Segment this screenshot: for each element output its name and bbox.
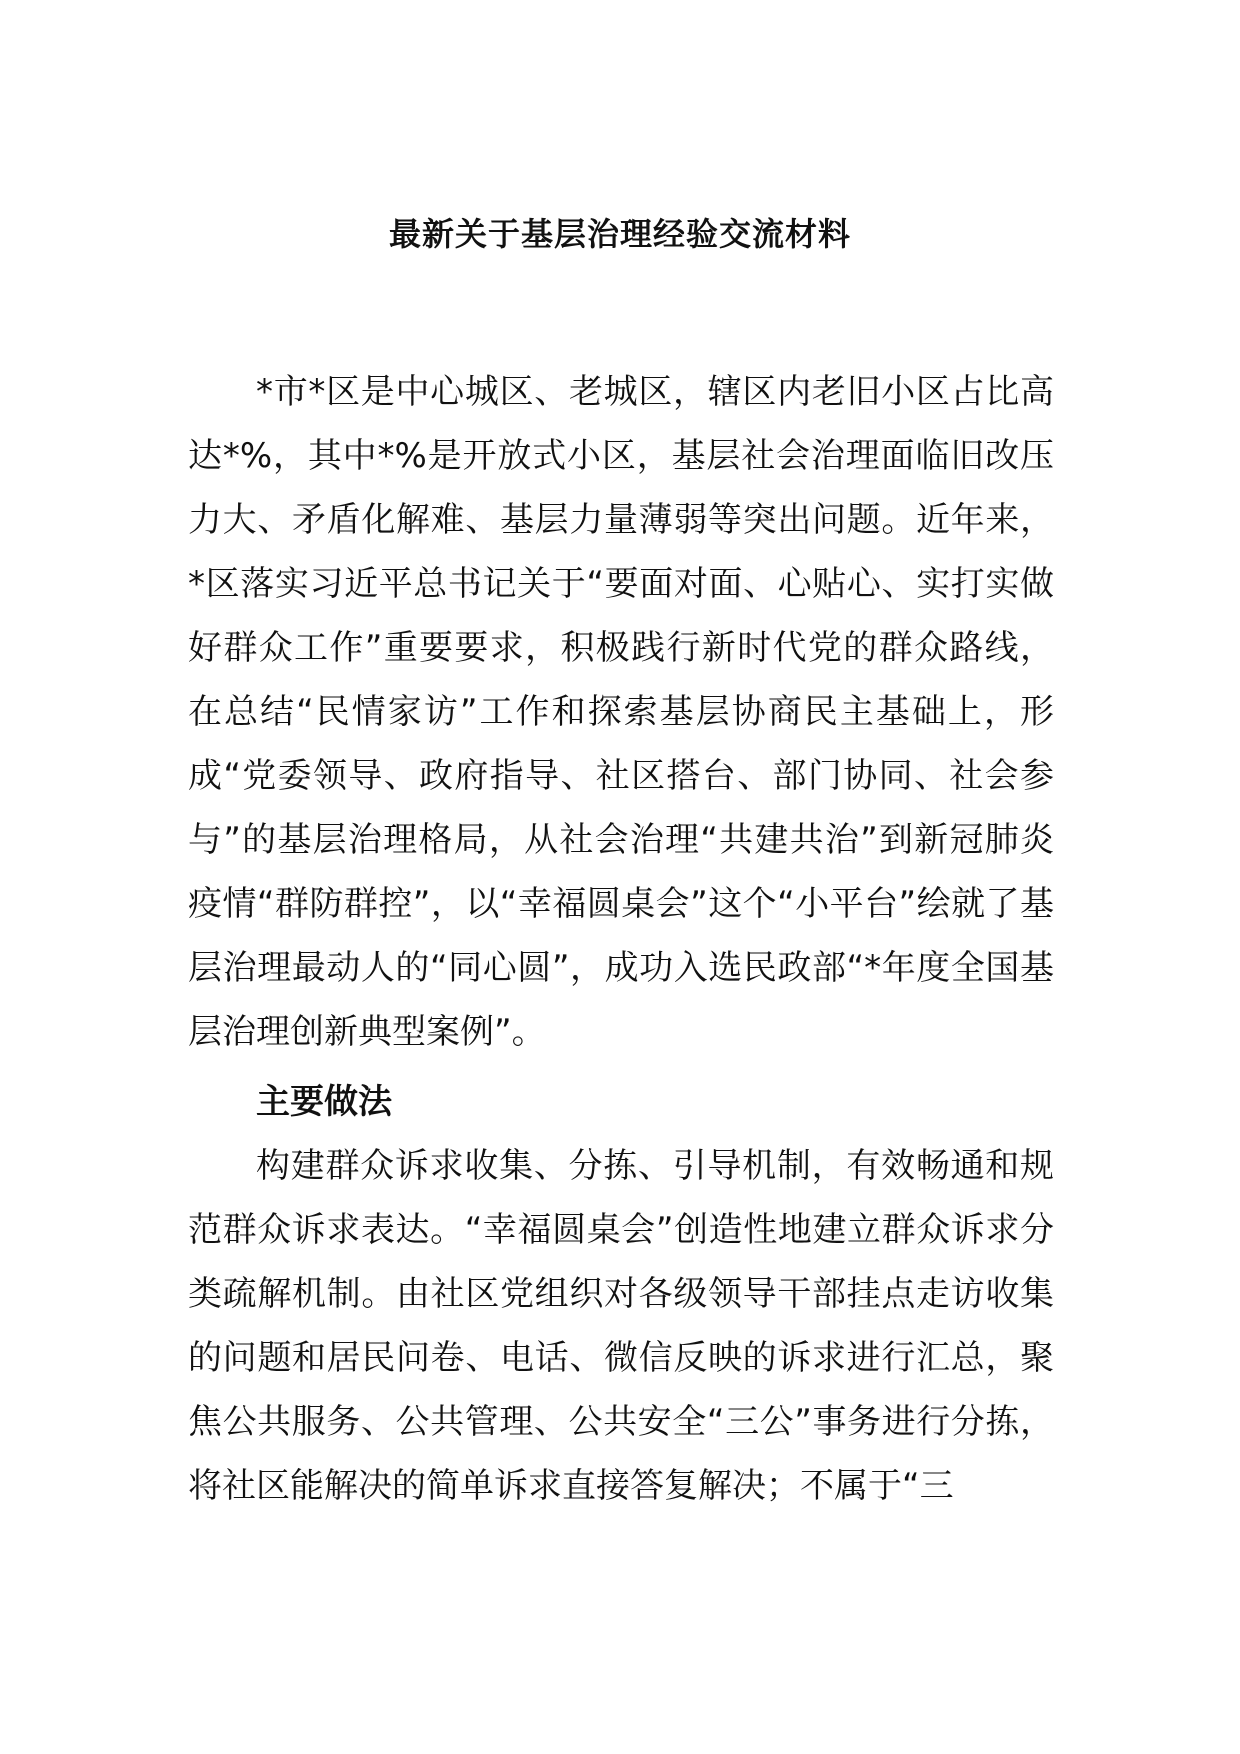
intro-paragraph: *市*区是中心城区、老城区，辖区内老旧小区占比高达*%，其中*%是开放式小区，基层社会治理面临旧改压力大、矛盾化解难、基层力量薄弱等突出问题。近年来，*区落实习近平总书记关于“要面对面、心贴心、实打实做好群众工作”重要要求，积极践行新时代党的群众路线，在总结“民情家访”工作和探索基层协商民主基础上，形成“党委领导、政府指导、社区搭台、部门协同、社会参与”的基层治理格局，从社会治理“共建共治”到新冠肺炎疫情“群防群控”，以“幸福圆桌会”这个“小平台”绘就了基层治理最动人的“同心圆”，成功入选民政部“*年度全国基层治理创新典型案例”。	[188, 372, 1054, 1052]
document-title: 最新关于基层治理经验交流材料	[388, 215, 851, 253]
section-paragraph: 构建群众诉求收集、分拣、引导机制，有效畅通和规范群众诉求表达。“幸福圆桌会”创造性地建立群众诉求分类疏解机制。由社区党组织对各级领导干部挂点走访收集的问题和居民问卷、电话、微信反映的诉求进行汇总，聚焦公共服务、公共管理、公共安全“三公”事务进行分拣，将社区能解决的简单诉求直接答复解决；不属于“三	[188, 1146, 1054, 1506]
section-heading: 主要做法	[256, 1082, 392, 1122]
